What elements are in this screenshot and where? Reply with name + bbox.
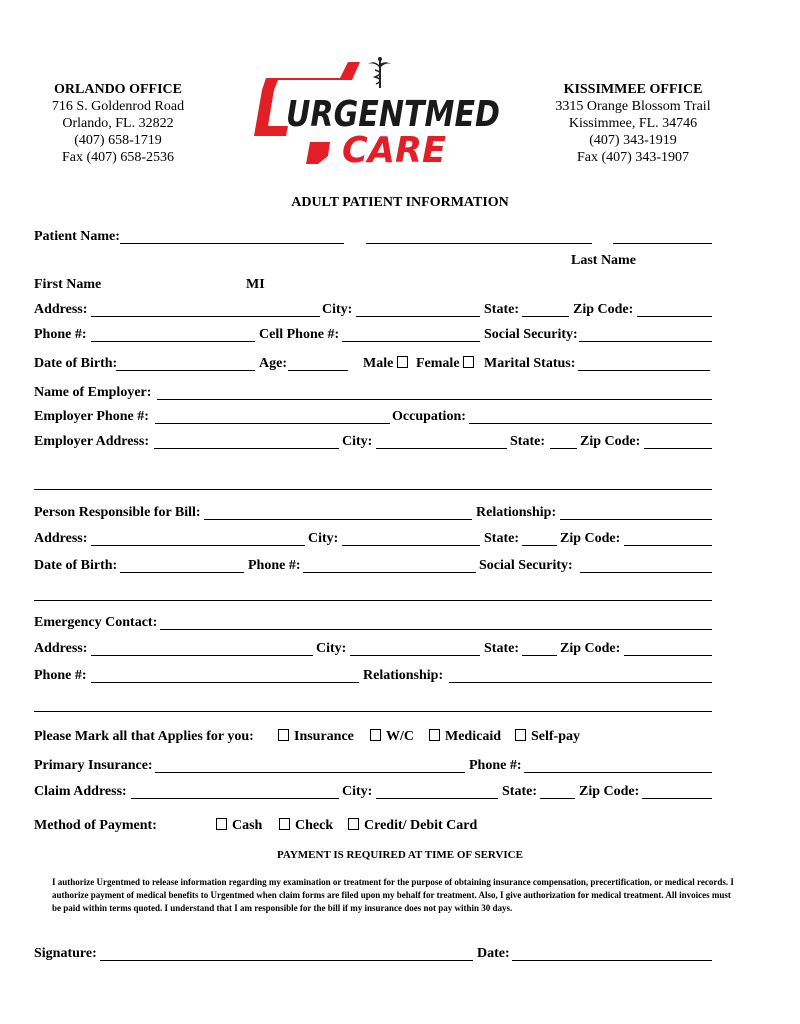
self-pay-option[interactable] xyxy=(515,729,580,745)
responsible-state-field[interactable] xyxy=(522,545,557,546)
kissimmee-city-line: Kissimmee, FL. 34746 xyxy=(568,116,698,131)
last-name-caption: Last Name xyxy=(571,253,636,268)
emergency-city-label: City: xyxy=(316,641,347,656)
primary-insurance-field[interactable] xyxy=(155,772,465,773)
responsible-address-field[interactable] xyxy=(91,545,305,546)
female-option[interactable] xyxy=(416,356,479,372)
authorization-text: I authorize Urgentmed to release information regarding my examination or treatment for the purpose of obtaining insurance compensation, precertification, or medical records. I authorize payment of medical benefits to Urgentmed when claim forms are filed upon my behalf for treatment. Also, I give authorization for medical treatment. All invoices must be paid within terms quoted. I understand that I am responsible for the bill if my insurance does not pay within 30 days. xyxy=(52,877,734,913)
insurance-checkbox[interactable] xyxy=(278,729,289,741)
logo-care-text: CARE xyxy=(342,130,447,171)
emergency-address-field[interactable] xyxy=(91,655,313,656)
responsible-person-field[interactable] xyxy=(204,519,472,520)
responsible-dob-label: Date of Birth: xyxy=(34,558,118,573)
age-label: Age: xyxy=(259,356,287,371)
check-checkbox[interactable] xyxy=(279,818,290,830)
logo-frame-bottom xyxy=(306,142,330,164)
employer-name-field[interactable] xyxy=(157,399,712,400)
first-name-field[interactable] xyxy=(120,243,344,244)
employer-phone-field[interactable] xyxy=(155,423,390,424)
employer-address-label: Employer Address: xyxy=(34,434,149,449)
employer-address-field[interactable] xyxy=(154,448,339,449)
age-field[interactable] xyxy=(288,370,348,371)
responsible-city-field[interactable] xyxy=(342,545,480,546)
signature-field[interactable] xyxy=(100,960,473,961)
zip-field[interactable] xyxy=(637,316,712,317)
wc-checkbox[interactable] xyxy=(370,729,381,741)
check-option-label: Check xyxy=(295,818,334,833)
female-label: Female xyxy=(416,356,460,371)
social-security-label: Social Security: xyxy=(484,327,578,342)
logo-frame-top xyxy=(262,62,360,90)
city-field[interactable] xyxy=(356,316,480,317)
claim-state-field[interactable] xyxy=(540,798,575,799)
payment-notice: PAYMENT IS REQUIRED AT TIME OF SERVICE xyxy=(277,849,523,861)
urgentmed-care-logo xyxy=(248,56,510,171)
mi-caption: MI xyxy=(246,277,265,292)
orlando-city-line: Orlando, FL. 32822 xyxy=(62,116,174,131)
wc-option-label: W/C xyxy=(386,729,414,744)
cell-phone-field[interactable] xyxy=(342,341,480,342)
emergency-address-label: Address: xyxy=(34,641,88,656)
responsible-state-label: State: xyxy=(484,531,519,546)
emergency-contact-label: Emergency Contact: xyxy=(34,615,158,630)
responsible-ssn-field[interactable] xyxy=(580,572,712,573)
employer-name-label: Name of Employer: xyxy=(34,385,152,400)
first-name-caption: First Name xyxy=(34,277,102,292)
claim-zip-label: Zip Code: xyxy=(579,784,640,799)
cash-option[interactable] xyxy=(216,818,262,834)
male-option[interactable] xyxy=(363,356,413,372)
primary-insurance-label: Primary Insurance: xyxy=(34,758,153,773)
claim-address-field[interactable] xyxy=(131,798,339,799)
responsible-phone-label: Phone #: xyxy=(248,558,301,573)
section-divider-2 xyxy=(34,600,712,601)
self-pay-option-label: Self-pay xyxy=(531,729,580,744)
form-title: ADULT PATIENT INFORMATION xyxy=(291,195,509,210)
card-option-label: Credit/ Debit Card xyxy=(364,818,478,833)
payment-method-label: Method of Payment: xyxy=(34,818,157,833)
insurance-phone-field[interactable] xyxy=(524,772,712,773)
claim-city-label: City: xyxy=(342,784,373,799)
responsible-zip-label: Zip Code: xyxy=(560,531,621,546)
orlando-office-heading: ORLANDO OFFICE xyxy=(54,82,182,97)
cell-phone-label: Cell Phone #: xyxy=(259,327,340,342)
emergency-state-field[interactable] xyxy=(522,655,557,656)
male-checkbox[interactable] xyxy=(397,356,408,368)
marital-status-field[interactable] xyxy=(578,370,710,371)
orlando-office-block xyxy=(30,81,206,166)
phone-field[interactable] xyxy=(91,341,255,342)
zip-label: Zip Code: xyxy=(573,302,634,317)
emergency-relationship-label: Relationship: xyxy=(363,668,444,683)
insurance-option-label: Insurance xyxy=(294,729,354,744)
address-label: Address: xyxy=(34,302,88,317)
self-pay-checkbox[interactable] xyxy=(515,729,526,741)
employer-state-label: State: xyxy=(510,434,545,449)
city-label: City: xyxy=(322,302,353,317)
insurance-option[interactable] xyxy=(278,729,354,745)
employer-city-label: City: xyxy=(342,434,373,449)
employer-city-field[interactable] xyxy=(376,448,507,449)
male-label: Male xyxy=(363,356,394,371)
employer-state-field[interactable] xyxy=(550,448,577,449)
state-label: State: xyxy=(484,302,519,317)
orlando-phone-line: (407) 658-1719 xyxy=(74,133,162,148)
logo-frame-left xyxy=(254,90,288,136)
responsible-ssn-label: Social Security: xyxy=(479,558,573,573)
claim-address-label: Claim Address: xyxy=(34,784,127,799)
address-field[interactable] xyxy=(91,316,320,317)
cash-checkbox[interactable] xyxy=(216,818,227,830)
mark-applies-label: Please Mark all that Applies for you: xyxy=(34,729,254,744)
insurance-phone-label: Phone #: xyxy=(469,758,522,773)
orlando-fax-line: Fax (407) 658-2536 xyxy=(62,150,174,165)
kissimmee-office-block xyxy=(530,81,736,166)
responsible-address-label: Address: xyxy=(34,531,88,546)
emergency-phone-label: Phone #: xyxy=(34,668,87,683)
social-security-field[interactable] xyxy=(579,341,712,342)
last-name-field[interactable] xyxy=(366,243,592,244)
responsible-dob-field[interactable] xyxy=(120,572,244,573)
claim-zip-field[interactable] xyxy=(642,798,712,799)
marital-status-label: Marital Status: xyxy=(484,356,576,371)
medicaid-option[interactable] xyxy=(429,729,501,745)
caduceus-icon xyxy=(368,57,392,88)
medicaid-option-label: Medicaid xyxy=(445,729,501,744)
card-option[interactable] xyxy=(348,818,477,834)
state-field[interactable] xyxy=(522,316,569,317)
dob-field[interactable] xyxy=(116,370,255,371)
employer-phone-label: Employer Phone #: xyxy=(34,409,149,424)
kissimmee-office-heading: KISSIMMEE OFFICE xyxy=(563,82,703,97)
mi-field[interactable] xyxy=(613,243,712,244)
emergency-contact-field[interactable] xyxy=(160,629,712,630)
responsible-relationship-field[interactable] xyxy=(560,519,712,520)
claim-city-field[interactable] xyxy=(376,798,498,799)
occupation-field[interactable] xyxy=(469,423,712,424)
medicaid-checkbox[interactable] xyxy=(429,729,440,741)
kissimmee-fax-line: Fax (407) 343-1907 xyxy=(577,150,689,165)
wc-option[interactable] xyxy=(370,729,414,745)
employer-zip-label: Zip Code: xyxy=(580,434,641,449)
signature-label: Signature: xyxy=(34,946,97,961)
emergency-phone-field[interactable] xyxy=(91,682,359,683)
responsible-person-label: Person Responsible for Bill: xyxy=(34,505,201,520)
emergency-city-field[interactable] xyxy=(350,655,480,656)
female-checkbox[interactable] xyxy=(463,356,474,368)
responsible-zip-field[interactable] xyxy=(624,545,712,546)
phone-label: Phone #: xyxy=(34,327,87,342)
cash-option-label: Cash xyxy=(232,818,263,833)
emergency-relationship-field[interactable] xyxy=(449,682,712,683)
section-divider-1 xyxy=(34,489,712,490)
date-field[interactable] xyxy=(512,960,712,961)
dob-label: Date of Birth: xyxy=(34,356,118,371)
emergency-state-label: State: xyxy=(484,641,519,656)
occupation-label: Occupation: xyxy=(392,409,466,424)
emergency-zip-field[interactable] xyxy=(624,655,712,656)
claim-state-label: State: xyxy=(502,784,537,799)
emergency-zip-label: Zip Code: xyxy=(560,641,621,656)
responsible-city-label: City: xyxy=(308,531,339,546)
section-divider-3 xyxy=(34,711,712,712)
employer-zip-field[interactable] xyxy=(644,448,712,449)
card-checkbox[interactable] xyxy=(348,818,359,830)
date-label: Date: xyxy=(477,946,510,961)
orlando-address-line: 716 S. Goldenrod Road xyxy=(51,99,185,114)
responsible-phone-field[interactable] xyxy=(303,572,476,573)
logo-urgentmed-text: URGENTMED xyxy=(286,94,500,135)
patient-name-label: Patient Name: xyxy=(34,229,120,244)
check-option[interactable] xyxy=(279,818,333,834)
kissimmee-address-line: 3315 Orange Blossom Trail xyxy=(555,99,711,114)
responsible-relationship-label: Relationship: xyxy=(476,505,557,520)
kissimmee-phone-line: (407) 343-1919 xyxy=(589,133,677,148)
